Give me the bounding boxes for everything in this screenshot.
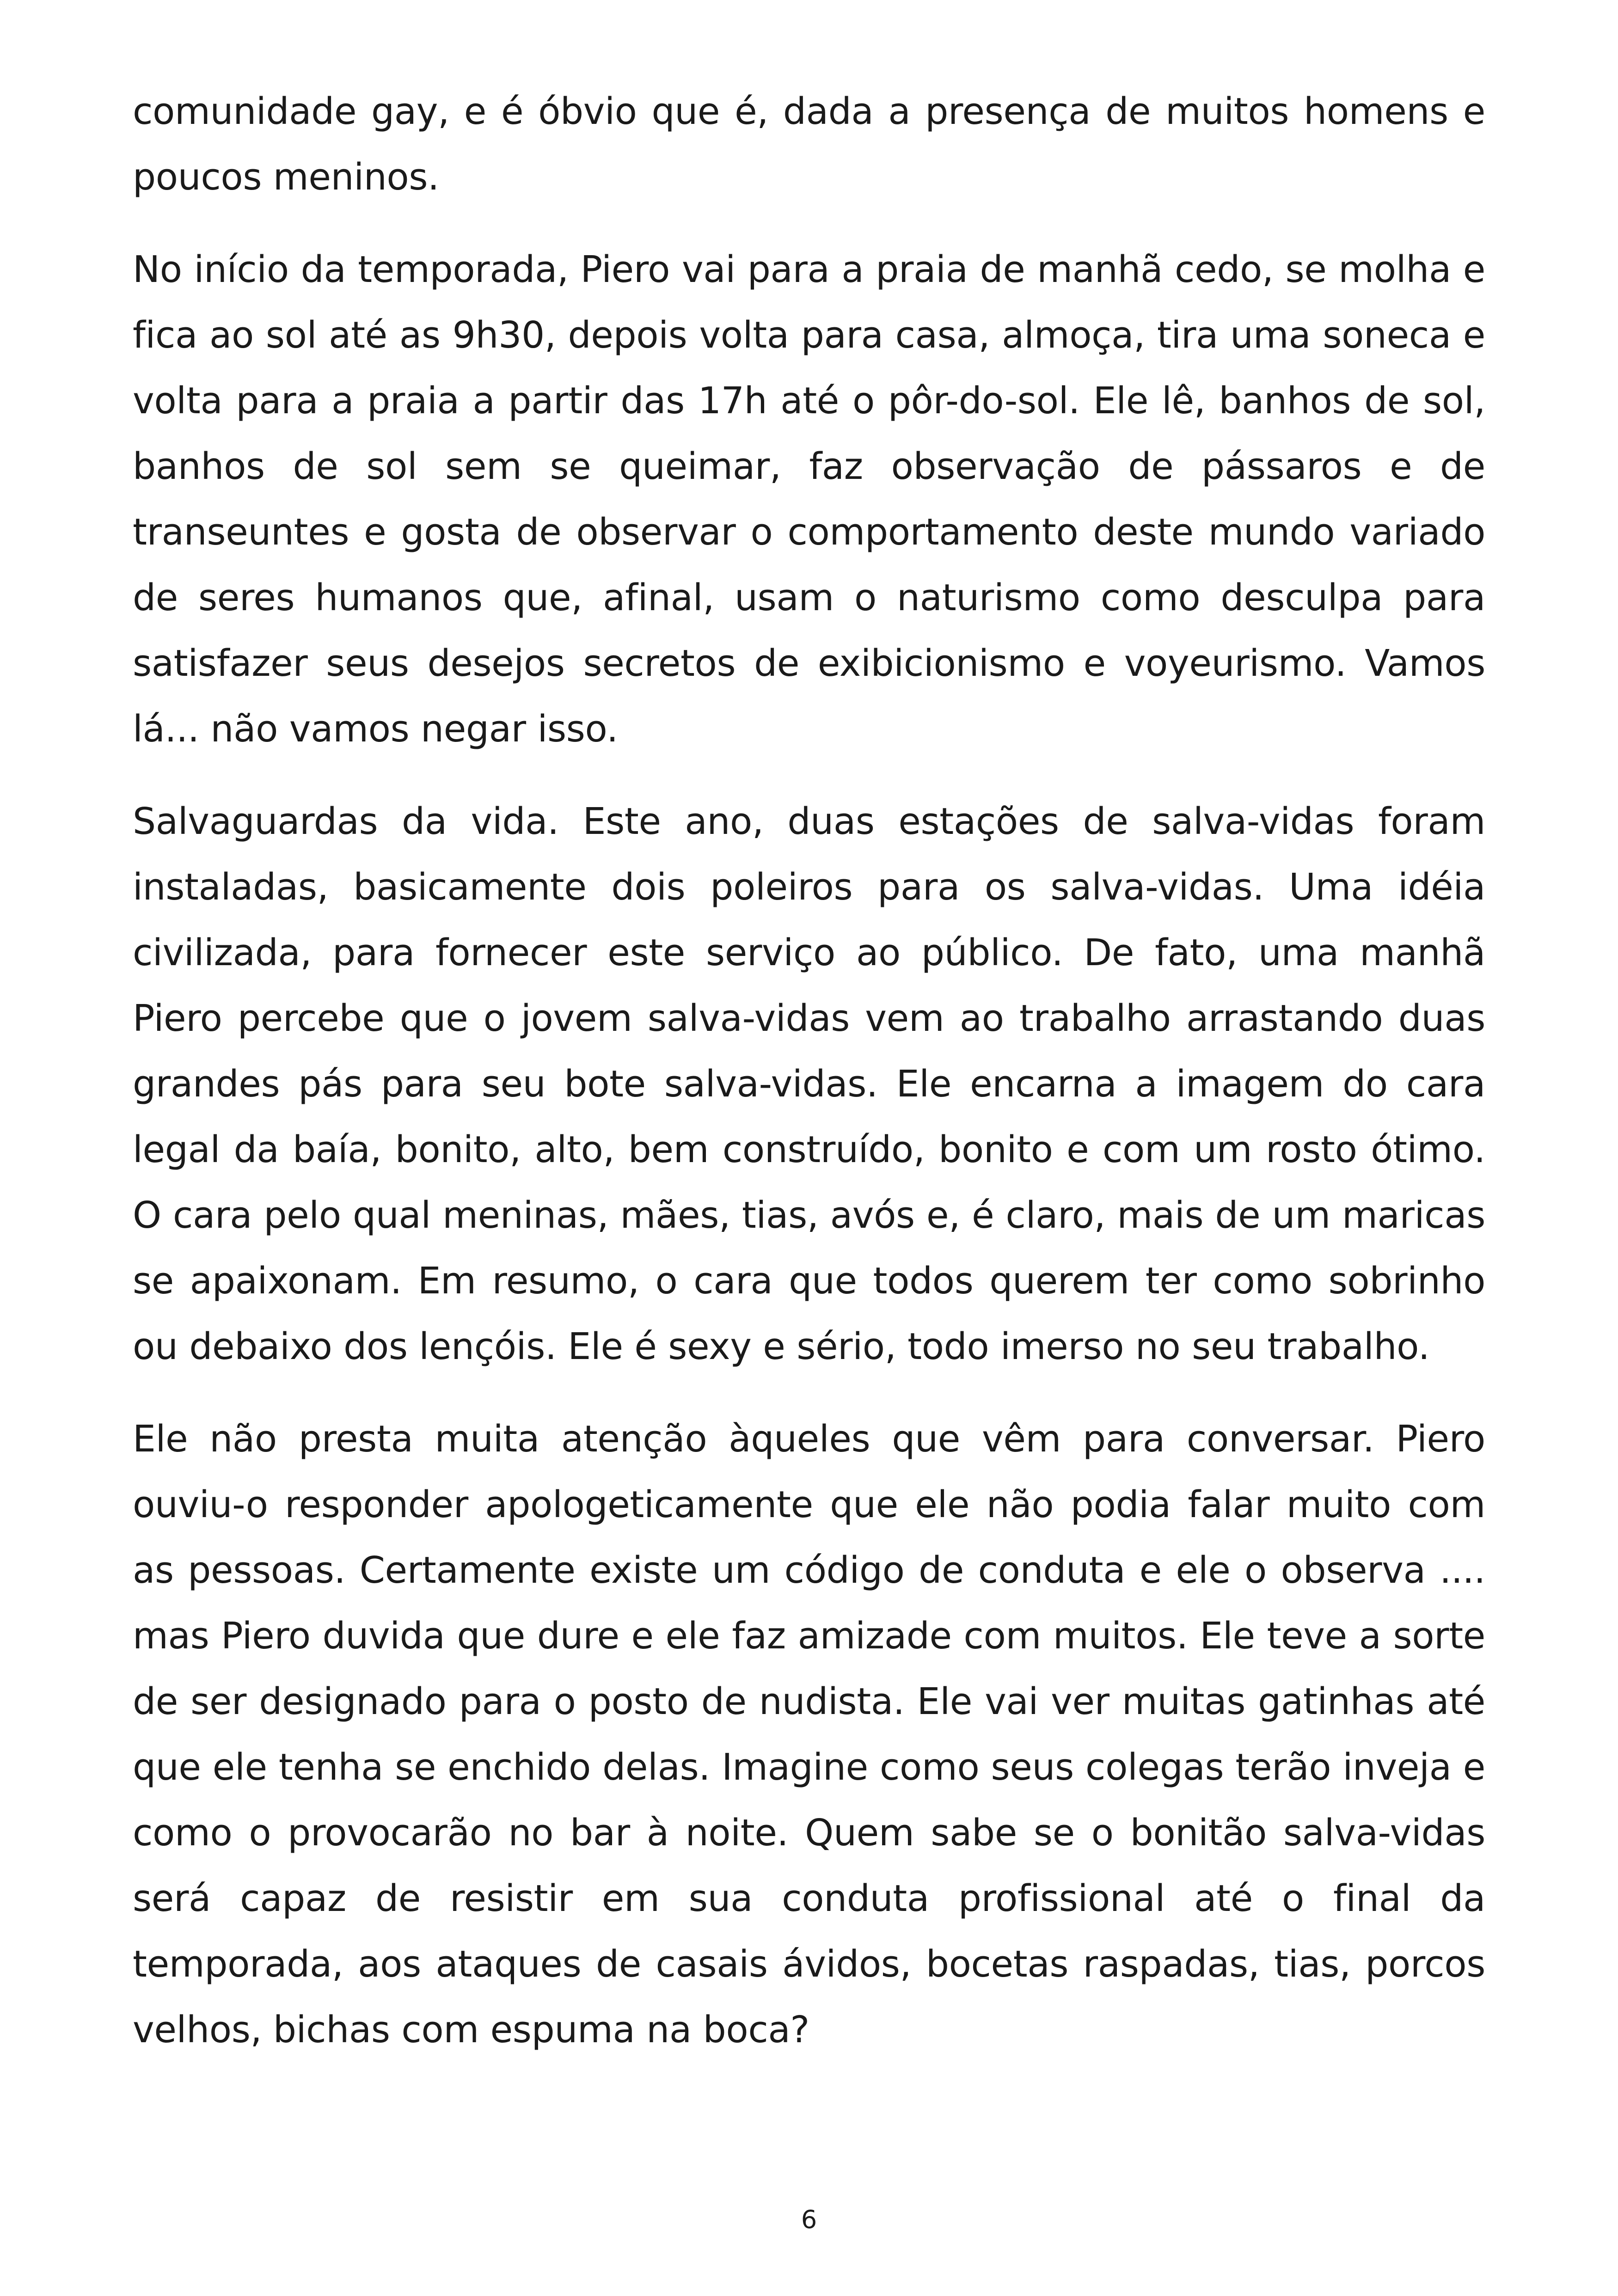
paragraph-2: No início da temporada, Piero vai para a praia de manhã cedo, se molha e fica ao sol até as 9h30, depois volta para casa, almoça, tira uma soneca e volta para a praia a partir das 17h até o pôr-do-sol. Ele lê, banhos de sol, banhos de sol sem se queimar, faz observação de pássaros e de transeuntes e gosta de observar o comportamento deste mundo variado de seres humanos que, afinal, usam o naturismo como desculpa para satisfazer seus desejos secretos de exibicionismo e voyeurismo. Vamos lá... não vamos negar isso. (133, 248, 1485, 750)
paragraph-4: Ele não presta muita atenção àqueles que vêm para conversar. Piero ouviu-o responder apologeticamente que ele não podia falar muito com as pessoas. Certamente existe um código de conduta e ele o observa .... mas Piero duvida que dure e ele faz amizade com muitos. Ele teve a sorte de ser designado para o posto de nudista. Ele vai ver muitas gatinhas até que ele tenha se enchido delas. Imagine como seus colegas terão inveja e como o provocarão no bar à noite. Quem sabe se o bonitão salva-vidas será capaz de resistir em sua conduta profissional até o final da temporada, aos ataques de casais ávidos, bocetas raspadas, tias, porcos velhos, bichas com espuma na boca? (133, 1418, 1485, 2051)
paragraph-1: comunidade gay, e é óbvio que é, dada a presença de muitos homens e poucos meninos. (133, 90, 1485, 198)
page-number: 6 (801, 2205, 817, 2234)
paragraph-3: Salvaguardas da vida. Este ano, duas estações de salva-vidas foram instaladas, basicamente dois poleiros para os salva-vidas. Uma idéia civilizada, para fornecer este serviço ao público. De fato, uma manhã Piero percebe que o jovem salva-vidas vem ao trabalho arrastando duas grandes pás para seu bote salva-vidas. Ele encarna a imagem do cara legal da baía, bonito, alto, bem construído, bonito e com um rosto ótimo. O cara pelo qual meninas, mães, tias, avós e, é claro, mais de um maricas se apaixonam. Em resumo, o cara que todos querem ter como sobrinho ou debaixo dos lençóis. Ele é sexy e sério, todo imerso no seu trabalho. (133, 800, 1485, 1368)
body-text (133, 79, 1485, 2089)
